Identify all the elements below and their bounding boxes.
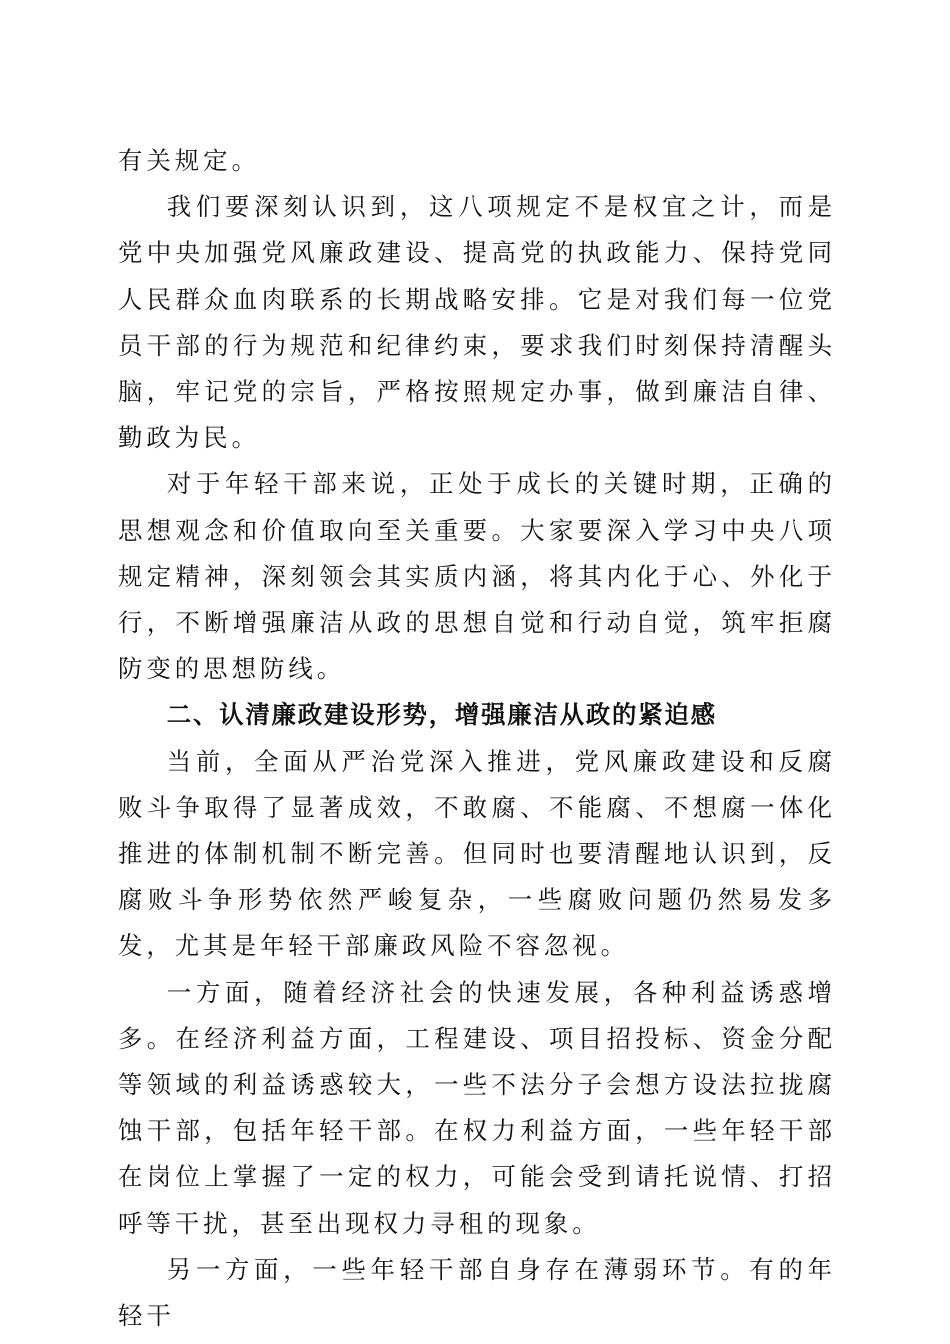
paragraph-current-situation: 当前，全面从严治党深入推进，党风廉政建设和反腐败斗争取得了显著成效，不敢腐、不能腐、不想腐一体化推进的体制机制不断完善。但同时也要清醒地认识到，反腐败斗争形势依然严峻复杂，一些腐败问题仍然易发多发，尤其是年轻干部廉政风险不容忽视。 (118, 746, 836, 961)
paragraph-eight-rules-understanding: 我们要深刻认识到，这八项规定不是权宜之计，而是党中央加强党风廉政建设、提高党的执政能力、保持党同人民群众血肉联系的长期战略安排。它是对我们每一位党员干部的行为规范和纪律约束，要求我们时刻保持清醒头脑，牢记党的宗旨，严格按照规定办事，做到廉洁自律、勤政为民。 (118, 192, 836, 453)
paragraph-continuation: 有关规定。 (118, 146, 260, 175)
document-page (118, 138, 836, 1339)
section-heading-2: 二、认清廉政建设形势，增强廉洁从政的紧迫感 (166, 700, 717, 730)
paragraph-weak-links: 另一方面，一些年轻干部自身存在薄弱环节。有的年轻干 (118, 1254, 836, 1331)
paragraph-young-cadres: 对于年轻干部来说，正处于成长的关键时期，正确的思想观念和价值取向至关重要。大家要深入学习中央八项规定精神，深刻领会其实质内涵，将其内化于心、外化于行，不断增强廉洁从政的思想自觉和行动自觉，筑牢拒腐防变的思想防线。 (118, 469, 836, 684)
paragraph-interest-temptations: 一方面，随着经济社会的快速发展，各种利益诱惑增多。在经济利益方面，工程建设、项目招投标、资金分配等领域的利益诱惑较大，一些不法分子会想方设法拉拢腐蚀干部，包括年轻干部。在权力利益方面，一些年轻干部在岗位上掌握了一定的权力，可能会受到请托说情、打招呼等干扰，甚至出现权力寻租的现象。 (118, 977, 836, 1238)
